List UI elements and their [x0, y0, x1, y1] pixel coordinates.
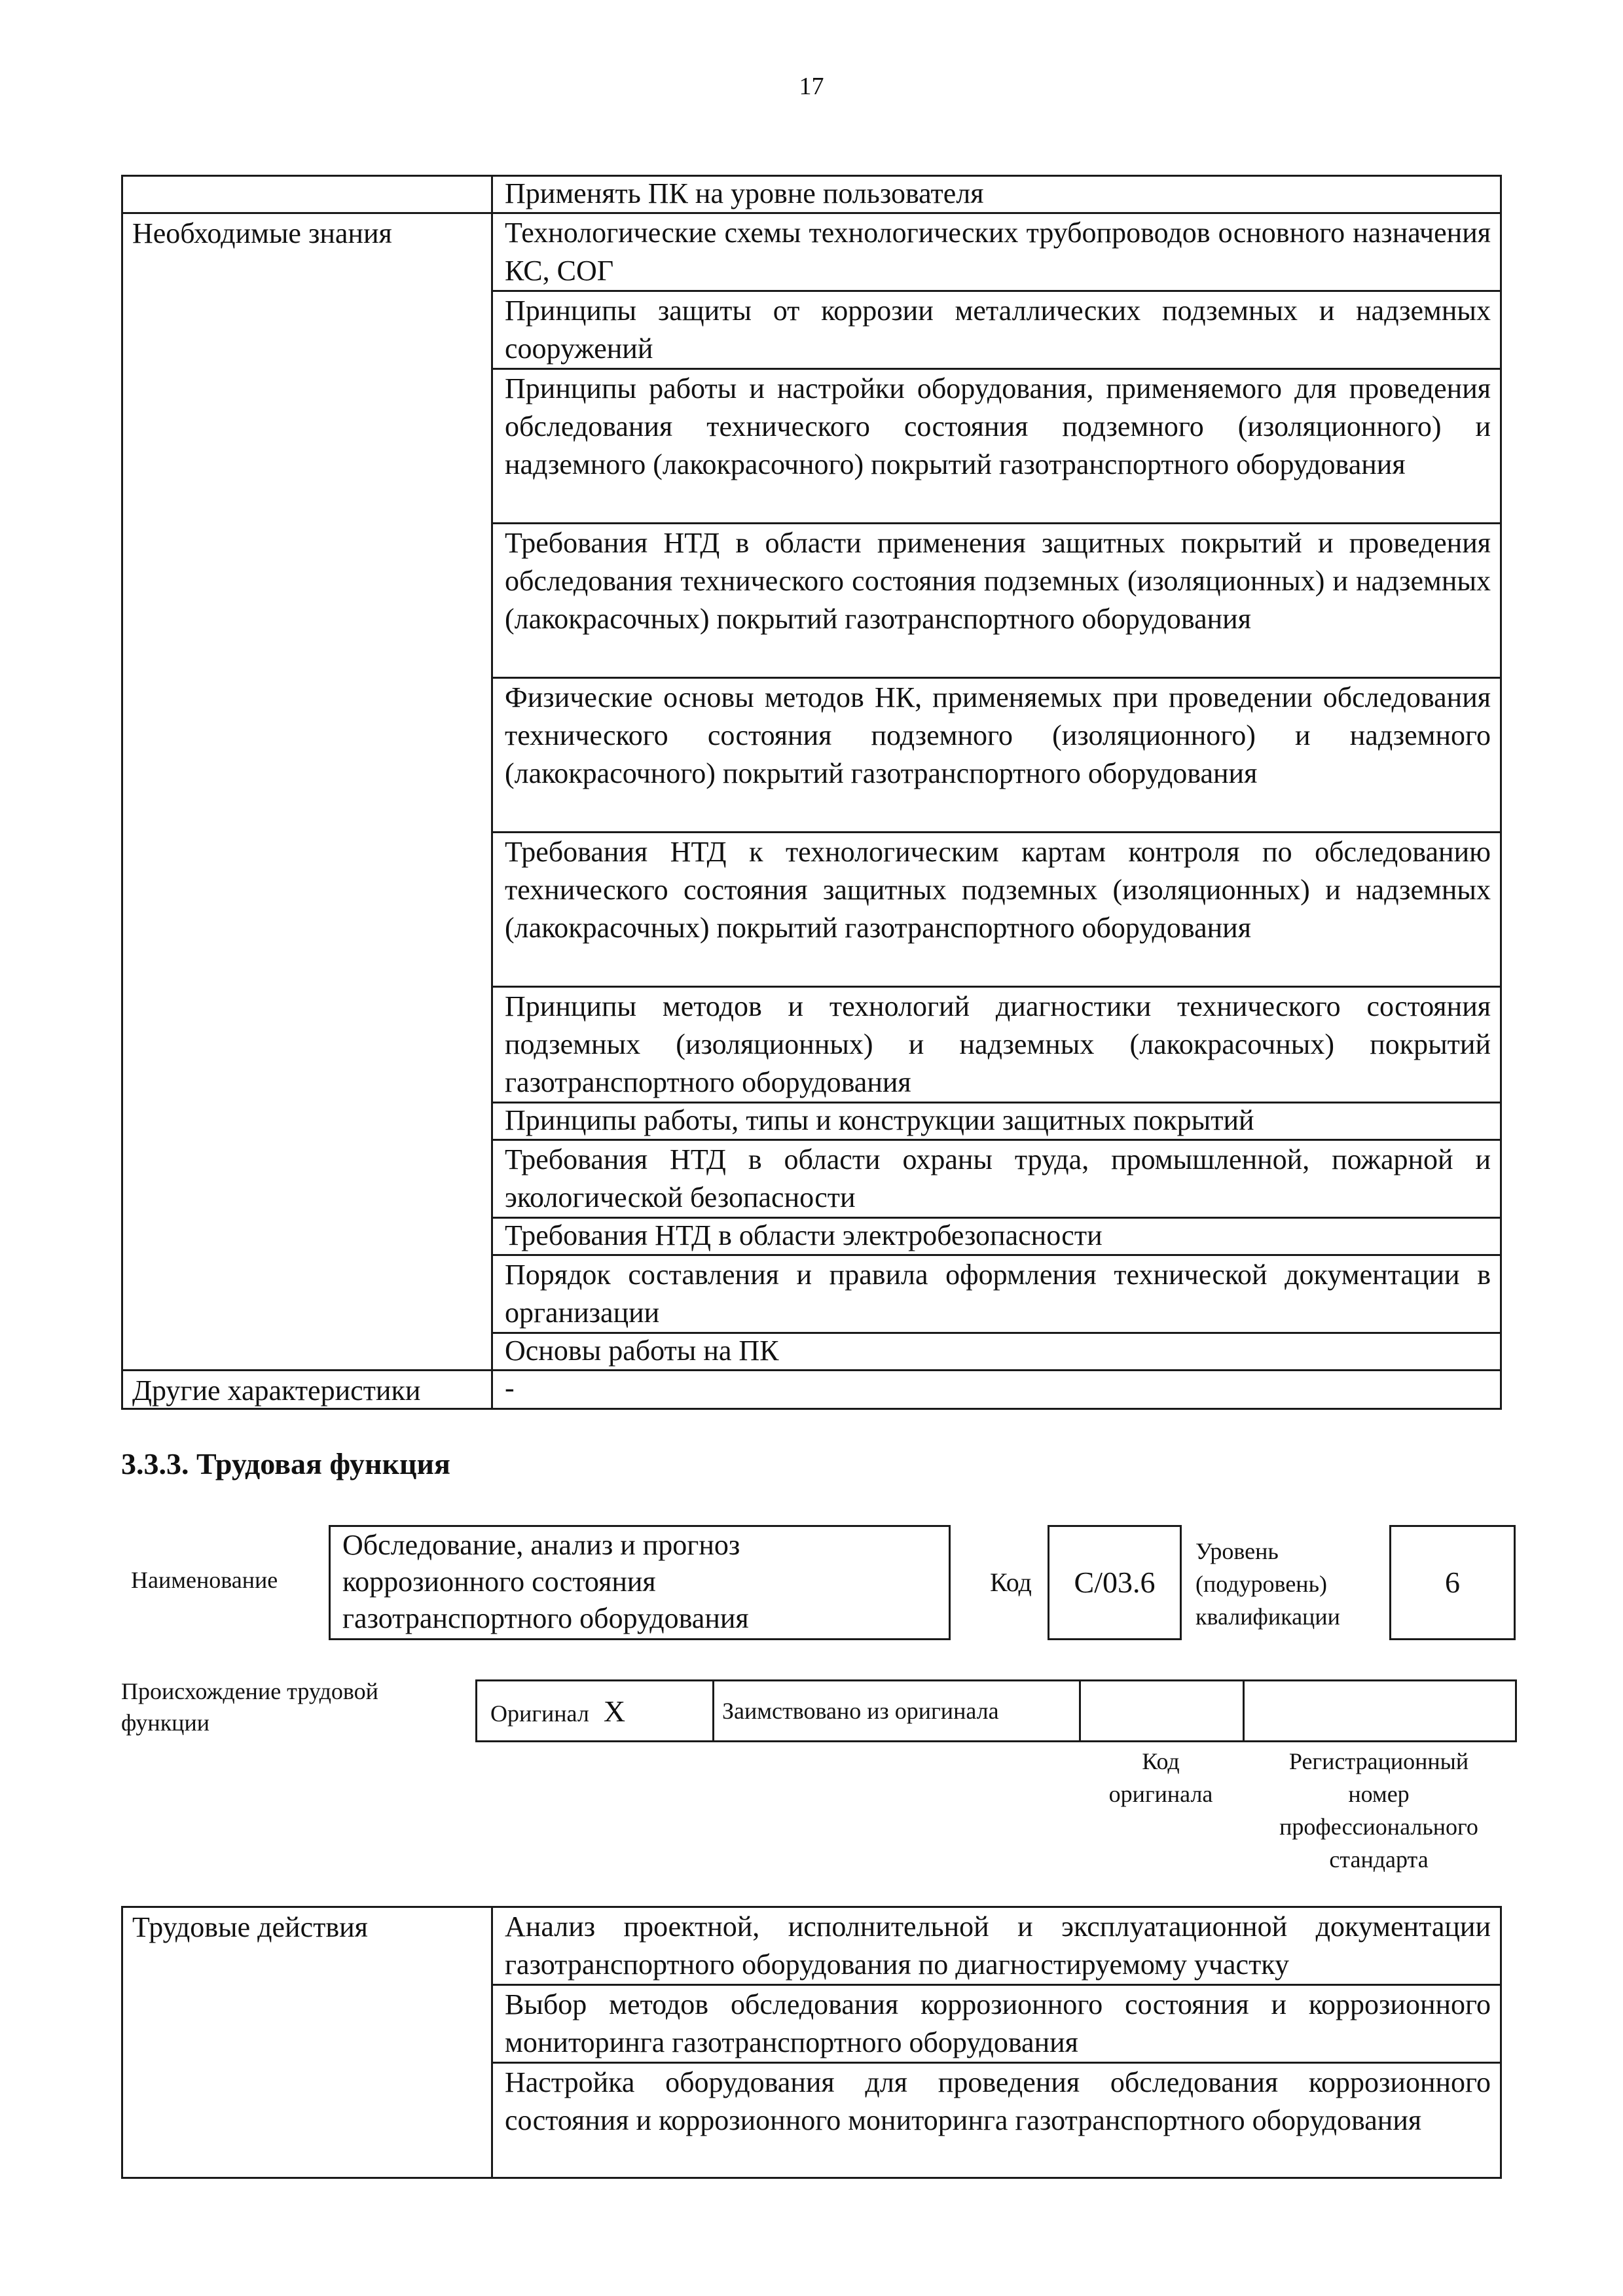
- reg-number-cell: [1244, 1681, 1516, 1742]
- code-label: Код: [990, 1568, 1032, 1597]
- action-item: Выбор методов обследования коррозионного состояния и коррозионного мониторинга газотранспортного оборудования: [492, 1985, 1501, 2063]
- other-characteristics-label: Другие характеристики: [122, 1371, 492, 1409]
- name-value-line: газотранспортного оборудования: [342, 1602, 749, 1634]
- level-value: 6: [1445, 1566, 1460, 1599]
- caption-line: номер: [1348, 1781, 1410, 1807]
- knowledge-item: Порядок составления и правила оформления технической документации в организации: [492, 1255, 1501, 1333]
- knowledge-item: Принципы работы, типы и конструкции защитных покрытий: [492, 1103, 1501, 1140]
- knowledge-item: Требования НТД к технологическим картам контроля по обследованию технического состояния защитных подземных (изоляционных) и надземных (лакокрасочных) покрытий газотранспортного оборудования: [492, 833, 1501, 987]
- table-row: [122, 1907, 1501, 1985]
- name-value-box: [329, 1525, 951, 1640]
- caption-line: оригинала: [1108, 1781, 1213, 1807]
- knowledge-item: Технологические схемы технологических трубопроводов основного назначения КС, СОГ: [492, 213, 1501, 291]
- table-row: [122, 176, 1501, 213]
- name-value-line: коррозионного состояния: [342, 1566, 656, 1598]
- borrowed-cell: Заимствовано из оригинала: [714, 1681, 1080, 1742]
- table-row: [477, 1681, 1516, 1742]
- reg-number-caption: [1243, 1745, 1515, 1876]
- table-row: [122, 1371, 1501, 1409]
- other-characteristics-value: -: [492, 1371, 1501, 1409]
- level-label-line: квалификации: [1195, 1604, 1340, 1630]
- knowledge-table: [121, 175, 1502, 1410]
- action-item: Анализ проектной, исполнительной и эксплуатационной документации газотранспортного оборудования по диагностируемому участку: [492, 1907, 1501, 1985]
- code-value-box: [1048, 1525, 1182, 1640]
- caption-line: Регистрационный: [1288, 1748, 1469, 1774]
- level-value-box: [1389, 1525, 1516, 1640]
- code-original-cell: [1080, 1681, 1244, 1742]
- knowledge-item: Требования НТД в области охраны труда, промышленной, пожарной и экологической безопасности: [492, 1140, 1501, 1218]
- knowledge-item: Принципы защиты от коррозии металлических подземных и надземных сооружений: [492, 291, 1501, 369]
- origin-label-line: Происхождение трудовой: [121, 1678, 378, 1704]
- level-label-line: (подуровень): [1195, 1571, 1327, 1597]
- original-label: Оригинал: [490, 1700, 589, 1727]
- origin-label: [121, 1676, 378, 1738]
- knowledge-label: Необходимые знания: [122, 213, 492, 1371]
- actions-table: [121, 1906, 1502, 2179]
- caption-line: Код: [1142, 1748, 1180, 1774]
- level-label-line: Уровень: [1195, 1538, 1279, 1564]
- action-item: Настройка оборудования для проведения обследования коррозионного состояния и коррозионного мониторинга газотранспортного оборудования: [492, 2063, 1501, 2178]
- code-original-caption: [1079, 1745, 1243, 1810]
- page-number: 17: [799, 73, 824, 100]
- actions-label: Трудовые действия: [122, 1907, 492, 2178]
- caption-line: профессионального: [1279, 1814, 1478, 1840]
- qualification-level-label: [1195, 1535, 1340, 1633]
- empty-label-cell: [122, 176, 492, 213]
- origin-table: [475, 1679, 1517, 1742]
- knowledge-item: Основы работы на ПК: [492, 1333, 1501, 1371]
- original-cell: [477, 1681, 714, 1742]
- code-value: С/03.6: [1074, 1566, 1156, 1599]
- table-cell: Применять ПК на уровне пользователя: [492, 176, 1501, 213]
- knowledge-item: Требования НТД в области электробезопасности: [492, 1218, 1501, 1255]
- name-value-line: Обследование, анализ и прогноз: [342, 1529, 740, 1561]
- table-row: [122, 213, 1501, 291]
- section-title: 3.3.3. Трудовая функция: [121, 1447, 450, 1480]
- name-label: Наименование: [131, 1567, 278, 1593]
- original-mark: X: [603, 1694, 626, 1728]
- knowledge-item: Физические основы методов НК, применяемых при проведении обследования технического состояния подземного (изоляционного) и надземного (лакокрасочного) покрытий газотранспортного оборудования: [492, 678, 1501, 833]
- knowledge-item: Принципы методов и технологий диагностики технического состояния подземных (изоляционных) и надземных (лакокрасочных) покрытий газотранспортного оборудования: [492, 987, 1501, 1103]
- knowledge-item: Требования НТД в области применения защитных покрытий и проведения обследования технического состояния подземных (изоляционных) и надземных (лакокрасочных) покрытий газотранспортного оборудования: [492, 524, 1501, 678]
- origin-label-line: функции: [121, 1710, 210, 1736]
- caption-line: стандарта: [1329, 1846, 1429, 1873]
- knowledge-item: Принципы работы и настройки оборудования, применяемого для проведения обследования технического состояния подземного (изоляционного) и надземного (лакокрасочного) покрытий газотранспортного оборудования: [492, 369, 1501, 524]
